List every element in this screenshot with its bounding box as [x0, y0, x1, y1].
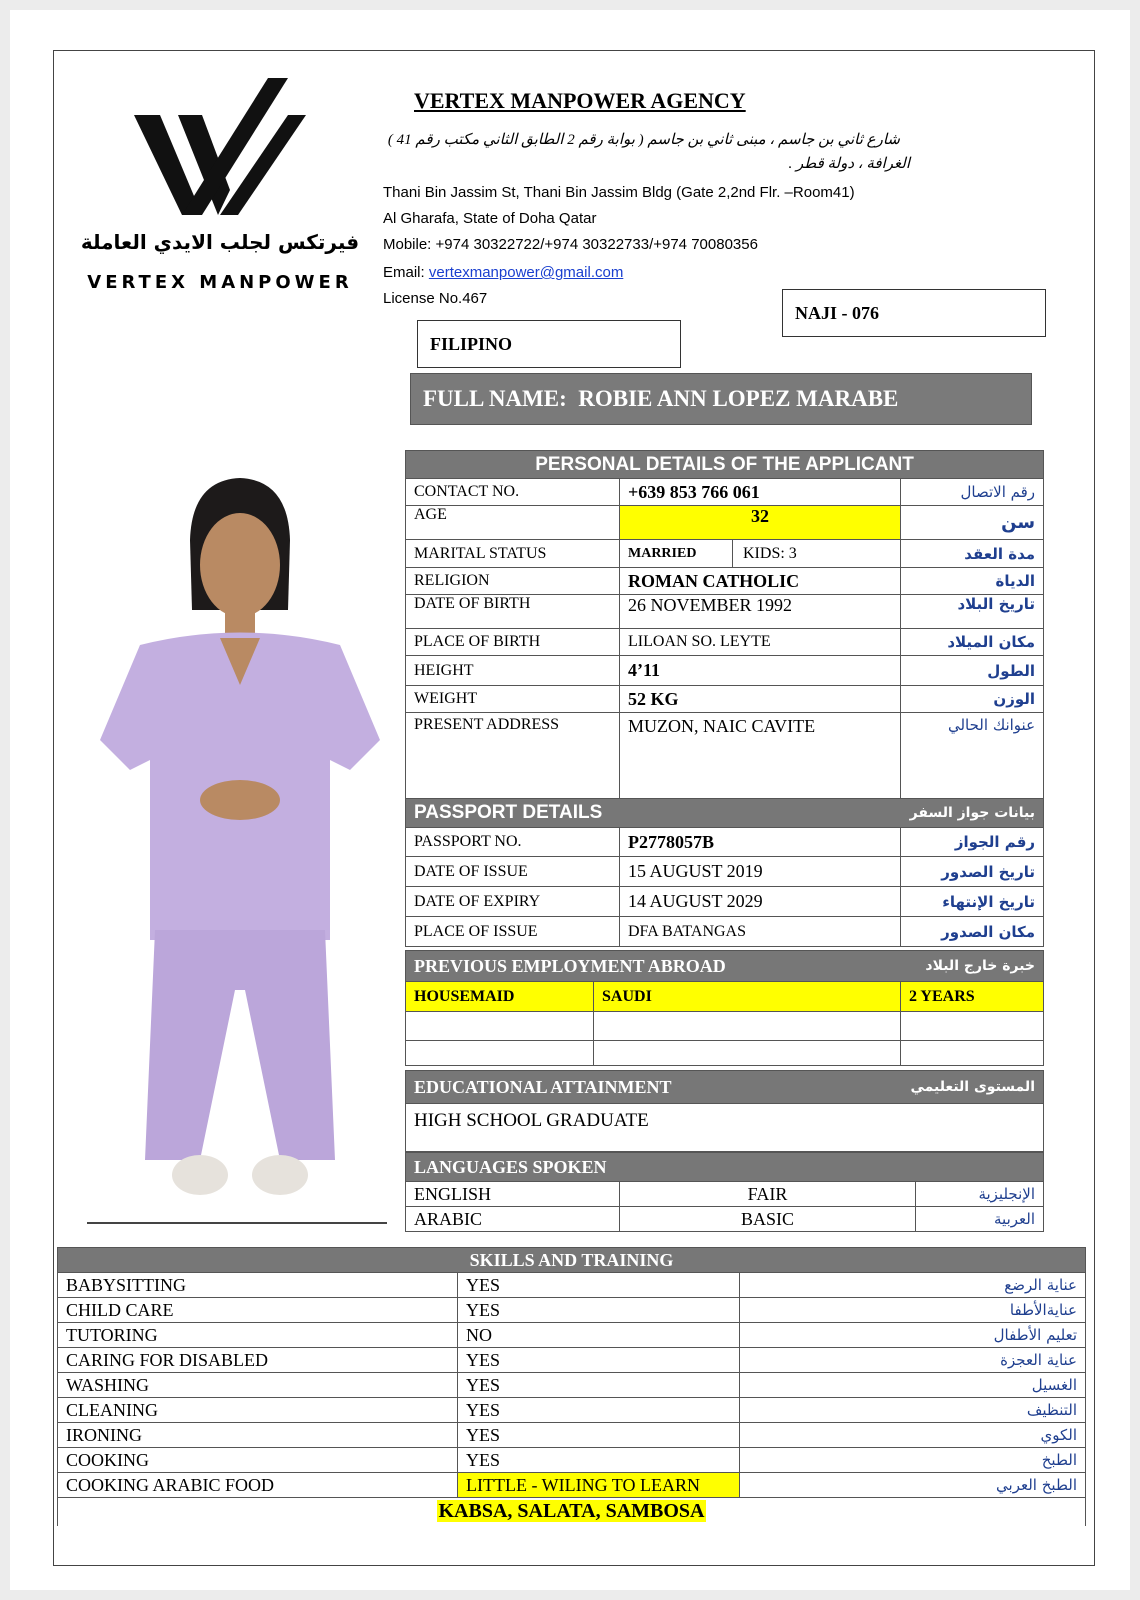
skill-value: YES: [458, 1298, 740, 1323]
address-label-ar: عنوانك الحالي: [901, 713, 1044, 799]
nationality-box: [417, 320, 681, 368]
agency-name: VERTEX MANPOWER AGENCY: [414, 88, 746, 113]
place-issue-label-ar: مكان الصدور: [901, 917, 1044, 947]
address-english-line2: Al Gharafa, State of Doha Qatar: [383, 210, 597, 227]
education-title: EDUCATIONAL ATTAINMENT: [406, 1071, 901, 1104]
full-name-label: FULL NAME:: [423, 386, 567, 411]
address-arabic-line1: شارع ثاني بن جاسم ، مبنى ثاني بن جاسم ( بوابة رقم 2 الطابق الثاني مكتب رقم 41 ): [387, 132, 900, 148]
table-row: [406, 828, 1044, 857]
age-label-ar: سن: [901, 506, 1044, 540]
education-header: [406, 1071, 1044, 1104]
mobile-numbers: Mobile: +974 30322722/+974 30322733/+974 70080356: [383, 236, 758, 253]
email-link[interactable]: vertexmanpower@gmail.com: [428, 264, 624, 281]
table-row: [406, 540, 1044, 568]
passport-no-label: PASSPORT NO.: [406, 828, 620, 857]
photo-baseline: [87, 1222, 387, 1224]
weight-label: WEIGHT: [406, 686, 620, 713]
table-row: [58, 1298, 1086, 1323]
language-name: ENGLISH: [406, 1182, 620, 1207]
skill-name-ar: الطبخ العربي: [740, 1473, 1086, 1498]
expiry-date-value: 14 AUGUST 2029: [620, 887, 901, 917]
skill-name: TUTORING: [58, 1323, 458, 1348]
table-row: [406, 568, 1044, 595]
table-row: [58, 1498, 1086, 1526]
employment-header: [406, 951, 1044, 982]
skill-name: CHILD CARE: [58, 1298, 458, 1323]
religion-value: ROMAN CATHOLIC: [620, 568, 901, 595]
passport-details-title: PASSPORT DETAILS: [406, 799, 901, 828]
skill-value: YES: [458, 1423, 740, 1448]
table-row: [58, 1373, 1086, 1398]
age-value: 32: [620, 506, 901, 540]
address-value: MUZON, NAIC CAVITE: [620, 713, 901, 799]
skill-value: LITTLE - WILING TO LEARN: [458, 1473, 740, 1498]
height-label-ar: الطول: [901, 656, 1044, 686]
languages-title: LANGUAGES SPOKEN: [406, 1153, 1044, 1182]
table-row: [406, 595, 1044, 629]
skill-name-ar: الغسيل: [740, 1373, 1086, 1398]
table-row: [406, 1182, 1044, 1207]
table-row: [406, 887, 1044, 917]
nationality: FILIPINO: [430, 333, 513, 354]
full-name: ROBIE ANN LOPEZ MARABE: [578, 386, 899, 411]
skill-name: CLEANING: [58, 1398, 458, 1423]
language-name-ar: العربية: [916, 1207, 1044, 1232]
skill-name: WASHING: [58, 1373, 458, 1398]
skill-name-ar: التنظيف: [740, 1398, 1086, 1423]
passport-no-value: P2778057B: [620, 828, 901, 857]
employment-title-ar: خبرة خارج البلاد: [901, 951, 1044, 982]
contact-label-ar: رقم الاتصال: [901, 479, 1044, 506]
table-row: [406, 982, 1044, 1012]
skill-name: BABYSITTING: [58, 1273, 458, 1298]
table-row: [58, 1423, 1086, 1448]
skills-header: [58, 1248, 1086, 1273]
address-arabic-line2: الغرافة ، دولة قطر .: [788, 156, 910, 172]
languages-header: [406, 1153, 1044, 1182]
table-row: [406, 506, 1044, 540]
pob-label: PLACE OF BIRTH: [406, 629, 620, 656]
table-row: [406, 656, 1044, 686]
height-value: 4’11: [620, 656, 901, 686]
personal-details-header: [406, 451, 1044, 479]
language-name: ARABIC: [406, 1207, 620, 1232]
employment-position: HOUSEMAID: [406, 982, 594, 1012]
personal-details-table: [405, 450, 1044, 947]
religion-label: RELIGION: [406, 568, 620, 595]
skill-value: NO: [458, 1323, 740, 1348]
skill-name-ar: الطبخ: [740, 1448, 1086, 1473]
employment-country: SAUDI: [594, 982, 901, 1012]
issue-date-label-ar: تاريخ الصدور: [901, 857, 1044, 887]
full-name-bar: [410, 373, 1032, 425]
marital-label: MARITAL STATUS: [406, 540, 620, 568]
logo-arabic-text: فيرتكس لجلب الايدي العاملة: [80, 230, 360, 254]
language-level: FAIR: [620, 1182, 916, 1207]
skill-value: YES: [458, 1348, 740, 1373]
skill-name: COOKING: [58, 1448, 458, 1473]
vertex-logo-icon: [120, 70, 320, 230]
passport-no-label-ar: رقم الجواز: [901, 828, 1044, 857]
pob-value: LILOAN SO. LEYTE: [620, 629, 901, 656]
pob-label-ar: مكان الميلاد: [901, 629, 1044, 656]
skill-name-ar: تعليم الأطفال: [740, 1323, 1086, 1348]
skills-table: [57, 1247, 1086, 1526]
table-row: [406, 686, 1044, 713]
table-row: [406, 1207, 1044, 1232]
skill-value: YES: [458, 1398, 740, 1423]
applicant-photo: [80, 470, 390, 1230]
height-label: HEIGHT: [406, 656, 620, 686]
passport-details-title-ar: بيانات جواز السفر: [901, 799, 1044, 828]
place-issue-label: PLACE OF ISSUE: [406, 917, 620, 947]
table-row: [406, 629, 1044, 656]
skill-value: YES: [458, 1373, 740, 1398]
dob-value: 26 NOVEMBER 1992: [620, 595, 901, 629]
email-row: [383, 264, 623, 281]
expiry-date-label: DATE OF EXPIRY: [406, 887, 620, 917]
marital-value: MARRIED: [620, 540, 733, 567]
skill-name-ar: عنايةالأطفا: [740, 1298, 1086, 1323]
table-row: [406, 713, 1044, 799]
table-row: [58, 1473, 1086, 1498]
personal-details-title: PERSONAL DETAILS OF THE APPLICANT: [406, 451, 1044, 479]
table-row: [406, 1012, 1044, 1041]
table-row: [406, 479, 1044, 506]
table-row: [58, 1323, 1086, 1348]
skill-name-ar: عناية الرضع: [740, 1273, 1086, 1298]
marital-label-ar: مدة العقد: [901, 540, 1044, 568]
table-row: [58, 1398, 1086, 1423]
employment-table: [405, 950, 1044, 1066]
expiry-date-label-ar: تاريخ الإنتهاء: [901, 887, 1044, 917]
table-row: [406, 917, 1044, 947]
table-row: [406, 1041, 1044, 1066]
address-english-line1: Thani Bin Jassim St, Thani Bin Jassim Bldg (Gate 2,2nd Flr. –Room41): [383, 184, 855, 201]
skill-name: COOKING ARABIC FOOD: [58, 1473, 458, 1498]
weight-value: 52 KG: [620, 686, 901, 713]
table-row: [58, 1348, 1086, 1373]
skill-name-ar: عناية العجزة: [740, 1348, 1086, 1373]
address-label: PRESENT ADDRESS: [406, 713, 620, 799]
email-label: Email:: [383, 264, 425, 281]
skill-name-ar: الكوي: [740, 1423, 1086, 1448]
language-level: BASIC: [620, 1207, 916, 1232]
skills-title: SKILLS AND TRAINING: [58, 1248, 1086, 1273]
table-row: [406, 857, 1044, 887]
education-table: [405, 1070, 1044, 1152]
table-row: [58, 1448, 1086, 1473]
education-title-ar: المستوى التعليمي: [901, 1071, 1044, 1104]
table-row: [406, 1104, 1044, 1152]
dob-label: DATE OF BIRTH: [406, 595, 620, 629]
applicant-code-box: [782, 289, 1046, 337]
skill-value: YES: [458, 1448, 740, 1473]
contact-label: CONTACT NO.: [406, 479, 620, 506]
age-label: AGE: [406, 506, 620, 540]
skill-value: YES: [458, 1273, 740, 1298]
dob-label-ar: تاريخ البلاد: [901, 595, 1044, 629]
license-number: License No.467: [383, 290, 488, 307]
issue-date-label: DATE OF ISSUE: [406, 857, 620, 887]
languages-table: [405, 1152, 1044, 1232]
marital-cell: [620, 540, 901, 568]
kids-count: KIDS: 3: [743, 544, 797, 562]
applicant-code: NAJI - 076: [795, 302, 879, 323]
skill-name: IRONING: [58, 1423, 458, 1448]
employment-duration: 2 YEARS: [901, 982, 1044, 1012]
place-issue-value: DFA BATANGAS: [620, 917, 901, 947]
education-value: HIGH SCHOOL GRADUATE: [406, 1104, 1044, 1152]
weight-label-ar: الوزن: [901, 686, 1044, 713]
language-name-ar: الإنجليزية: [916, 1182, 1044, 1207]
issue-date-value: 15 AUGUST 2019: [620, 857, 901, 887]
passport-details-header: [406, 799, 1044, 828]
arabic-dishes-note: KABSA, SALATA, SAMBOSA: [438, 1500, 705, 1523]
logo-english-text: VERTEX MANPOWER: [87, 272, 353, 293]
contact-value: +639 853 766 061: [620, 479, 901, 506]
employment-title: PREVIOUS EMPLOYMENT ABROAD: [406, 951, 901, 982]
table-row: [58, 1273, 1086, 1298]
skill-name: CARING FOR DISABLED: [58, 1348, 458, 1373]
religion-label-ar: الدياة: [901, 568, 1044, 595]
